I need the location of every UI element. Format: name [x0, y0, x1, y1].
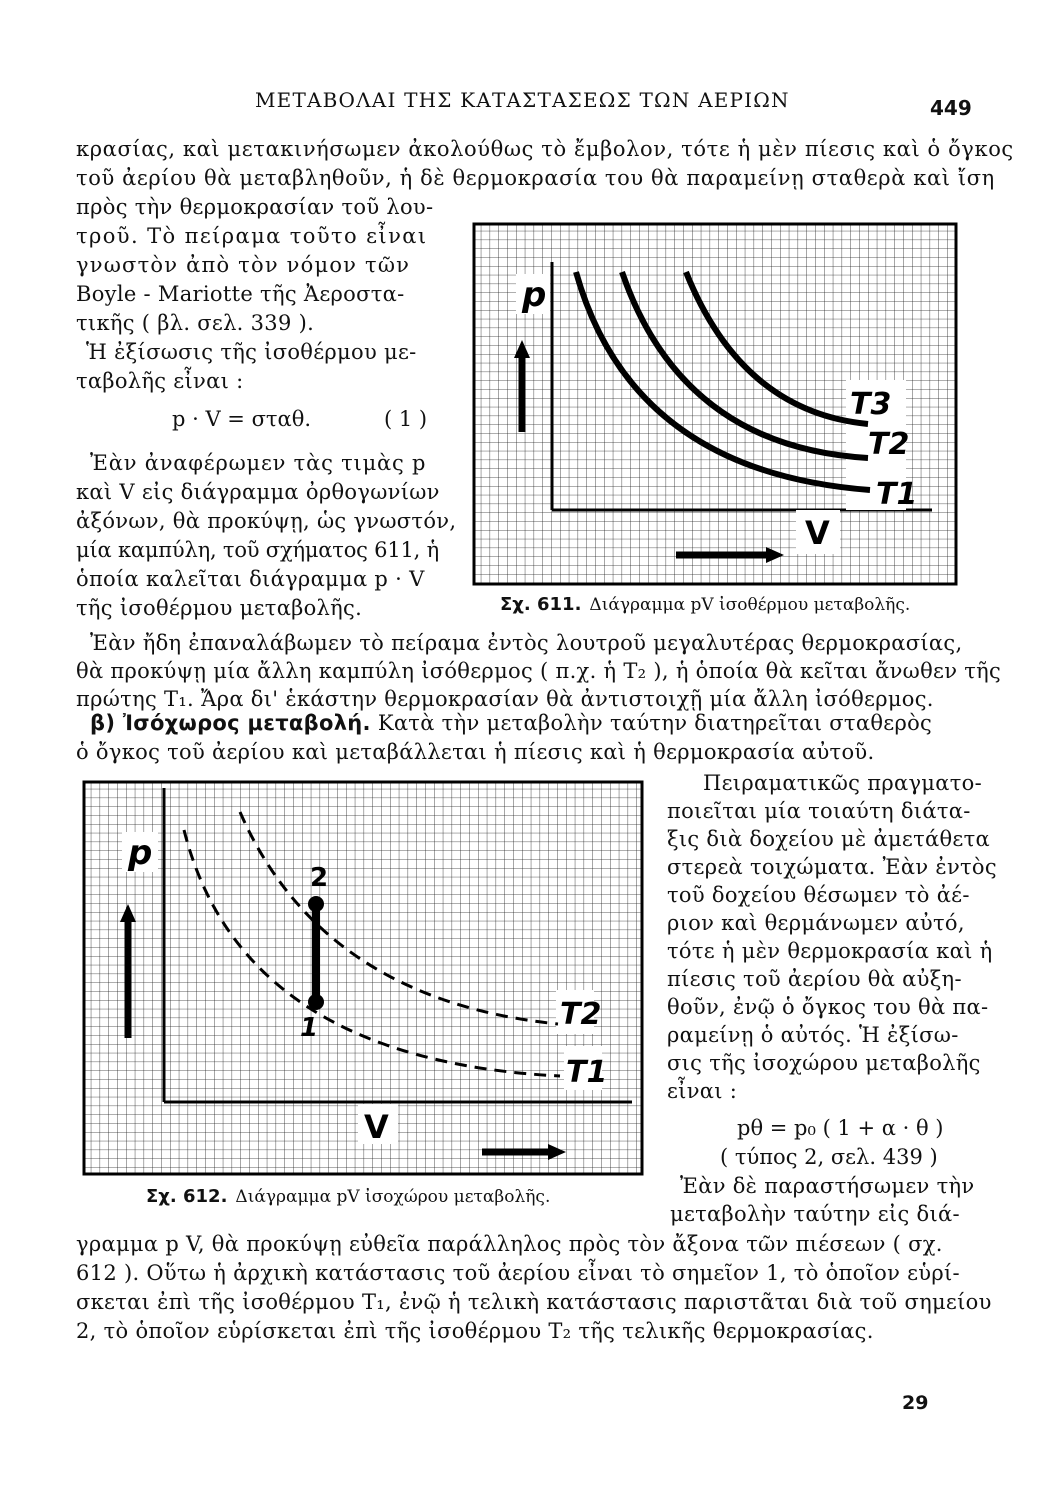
text-line: ριον καὶ θερμάνωμεν αὐτό,: [667, 911, 965, 935]
text-line: γραμμα p V, θὰ προκύψῃ εὐθεῖα παράλληλος πρὸς τὸν ἄξονα τῶν πιέσεων ( σχ.: [76, 1232, 943, 1256]
text-line: τοῦ ἀερίου θὰ μεταβληθοῦν, ἡ δὲ θερμοκρασία του θὰ παραμείνῃ σταθερὰ καὶ ἴση: [76, 166, 995, 190]
figure-611: [472, 222, 958, 586]
text-line: καὶ V εἰς διάγραμμα ὀρθογωνίων: [76, 480, 440, 504]
equation-boyle-mariotte: p · V = σταθ.: [172, 407, 312, 431]
text-line: ραμείνῃ ὁ αὐτός. Ἡ ἐξίσω-: [667, 1023, 959, 1047]
text-line: τότε ἡ μὲν θερμοκρασία καὶ ἡ: [667, 939, 993, 963]
equation-number: ( 1 ): [384, 407, 428, 431]
signature-mark: 29: [902, 1392, 929, 1414]
text-line: τικῆς ( βλ. σελ. 339 ).: [76, 311, 315, 335]
point-label-1: 1: [300, 1013, 319, 1043]
text-line: στερεὰ τοιχώματα. Ἐὰν ἐντὸς: [667, 855, 997, 879]
page-number: 449: [930, 96, 972, 120]
text-line: Κατὰ τὴν μεταβολὴν ταύτην διατηρεῖται σταθερὸς: [377, 711, 933, 735]
text-line: τοῦ δοχείου θέσωμεν τὸ ἀέ-: [667, 883, 970, 907]
text-line: Boyle - Mariotte τῆς Ἀεροστα-: [76, 282, 405, 306]
figure-612: [82, 780, 644, 1176]
text-line: πρώτης T₁. Ἄρα δι' ἑκάστην θερμοκρασίαν θὰ ἀντιστοιχῇ μία ἄλλη ἰσόθερμος.: [76, 687, 934, 711]
text-line: Πειραματικῶς πραγματο-: [703, 771, 982, 795]
text-line: πίεσις τοῦ ἀερίου θὰ αὐξη-: [667, 967, 962, 991]
equation-reference: ( τύπος 2, σελ. 439 ): [720, 1145, 938, 1169]
text-line: Ἡ ἐξίσωσις τῆς ἰσοθέρμου με-: [86, 340, 417, 364]
text-line: ταβολῆς εἶναι :: [76, 369, 244, 393]
text-line: 612 ). Οὕτω ἡ ἀρχικὴ κατάστασις τοῦ ἀερίου εἶναι τὸ σημεῖον 1, τὸ ὁποῖον εὑρί-: [76, 1261, 960, 1285]
text-line: σις τῆς ἰσοχώρου μεταβολῆς: [667, 1051, 981, 1075]
curve-label-t2: T2: [868, 427, 910, 462]
text-line: μεταβολὴν ταύτην εἰς διά-: [670, 1202, 960, 1226]
text-line: εἶναι :: [667, 1079, 738, 1103]
v-axis-label: V: [805, 514, 830, 552]
running-header: ΜΕΤΑΒΟΛΑΙ ΤΗΣ ΚΑΤΑΣΤΑΣΕΩΣ ΤΩΝ ΑΕΡΙΩΝ: [255, 88, 790, 112]
point-label-2: 2: [310, 863, 329, 893]
text-line: 2, τὸ ὁποῖον εὑρίσκεται ἐπὶ τῆς ἰσοθέρμου T₂ τῆς τελικῆς θερμοκρασίας.: [76, 1319, 874, 1343]
text-line: τῆς ἰσοθέρμου μεταβολῆς.: [76, 596, 363, 620]
state-point-1: [308, 994, 324, 1010]
p-axis-label: p: [522, 275, 547, 315]
caption-figure-612: [146, 1186, 550, 1207]
text-line: σκεται ἐπὶ τῆς ἰσοθέρμου T₁, ἐνῷ ἡ τελικὴ κατάστασις παριστᾶται διὰ τοῦ σημείου: [76, 1290, 992, 1314]
text-line: θοῦν, ἐνῷ ὁ ὄγκος του θὰ πα-: [667, 995, 989, 1019]
text-line: μία καμπύλη, τοῦ σχήματος 611, ἡ: [76, 538, 439, 562]
text-line: ὁποία καλεῖται διάγραμμα p · V: [76, 567, 425, 591]
curve-label-t2: T2: [560, 997, 602, 1032]
caption-text: Διάγραμμα pV ἰσοθέρμου μεταβολῆς.: [589, 595, 911, 615]
equation-isochoric: pθ = p₀ ( 1 + α · θ ): [737, 1116, 944, 1140]
text-line: ποιεῖται μία τοιαύτη διάτα-: [667, 799, 971, 823]
caption-figure-611: [500, 594, 910, 615]
text-line: γνωστὸν ἀπὸ τὸν νόμον τῶν: [76, 253, 411, 277]
text-line: κρασίας, καὶ μετακινήσωμεν ἀκολούθως τὸ ἔμβολον, τότε ἡ μὲν πίεσις καὶ ὁ ὄγκος: [76, 137, 1014, 161]
caption-label: Σχ. 612.: [146, 1186, 228, 1207]
text-line: Ἐὰν ἤδη ἐπαναλάβωμεν τὸ πείραμα ἐντὸς λουτροῦ μεγαλυτέρας θερμοκρασίας,: [90, 631, 963, 655]
text-line: τροῦ. Τὸ πείραμα τοῦτο εἶναι: [76, 224, 428, 248]
text-line: ἀξόνων, θὰ προκύψῃ, ὡς γνωστόν,: [76, 509, 457, 533]
curve-label-t1: T1: [566, 1055, 608, 1090]
text-line: θὰ προκύψῃ μία ἄλλη καμπύλη ἰσόθερμος ( π.χ. ἡ T₂ ), ἡ ὁποία θὰ κεῖται ἄνωθεν τῆς: [76, 659, 1002, 683]
text-line: ὁ ὄγκος τοῦ ἀερίου καὶ μεταβάλλεται ἡ πίεσις καὶ ἡ θερμοκρασία αὐτοῦ.: [76, 740, 875, 764]
text-line: ξις διὰ δοχείου μὲ ἀμετάθετα: [667, 827, 990, 851]
section-heading: β) Ἰσόχωρος μεταβολή.: [90, 711, 371, 735]
state-point-2: [308, 896, 324, 912]
curve-label-t3: T3: [850, 387, 892, 422]
curve-label-t1: T1: [876, 477, 918, 512]
caption-text: Διάγραμμα pV ἰσοχώρου μεταβολῆς.: [235, 1187, 551, 1207]
text-line: Ἐὰν ἀναφέρωμεν τὰς τιμὰς p: [90, 451, 427, 475]
text-line: Ἐὰν δὲ παραστήσωμεν τὴν: [680, 1174, 975, 1198]
text-line: πρὸς τὴν θερμοκρασίαν τοῦ λου-: [76, 195, 434, 219]
section-isochoric: [90, 710, 932, 736]
v-axis-label: V: [364, 1108, 389, 1146]
caption-label: Σχ. 611.: [500, 594, 582, 615]
p-axis-label: p: [128, 833, 153, 873]
